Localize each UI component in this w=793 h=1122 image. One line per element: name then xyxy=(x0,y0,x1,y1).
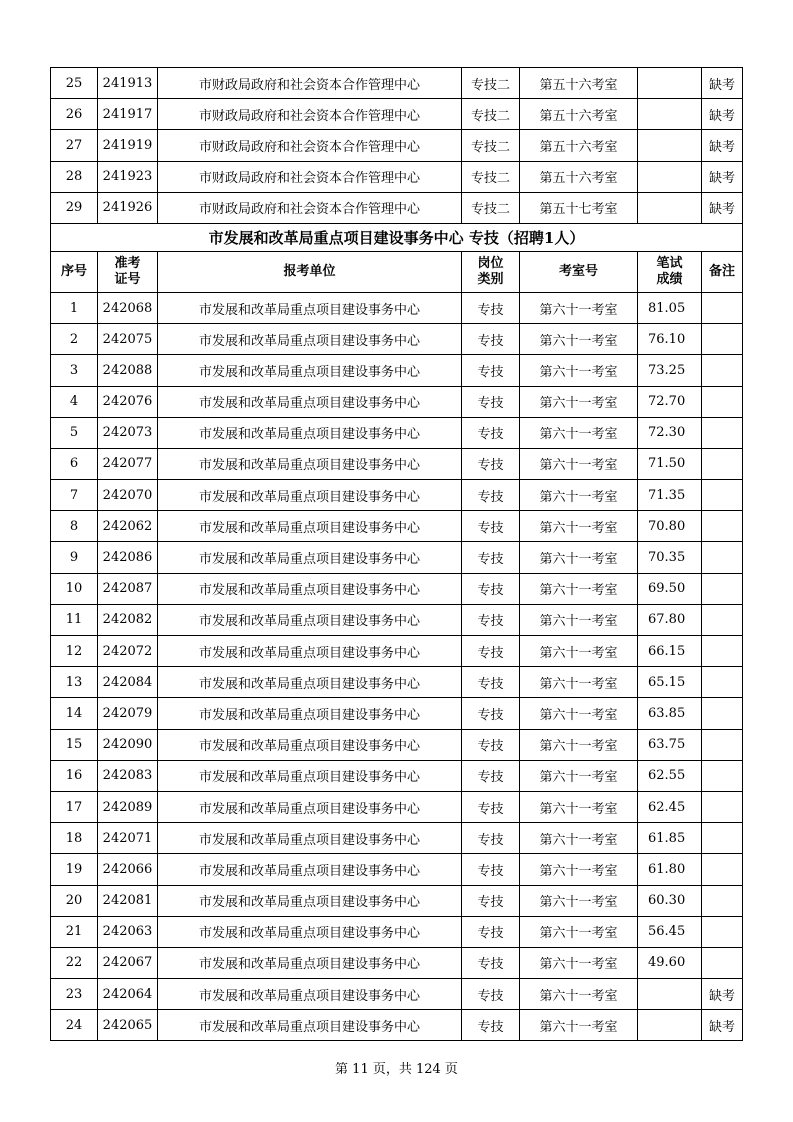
cell-no: 14 xyxy=(51,698,98,729)
cell-room: 第六十一考室 xyxy=(520,292,638,323)
cell-no: 4 xyxy=(51,386,98,417)
cell-no: 6 xyxy=(51,448,98,479)
cell-note xyxy=(702,791,743,822)
cell-no: 12 xyxy=(51,636,98,667)
table-row xyxy=(51,480,743,511)
cell-type: 专技 xyxy=(462,698,520,729)
cell-no: 17 xyxy=(51,791,98,822)
cell-room: 第六十一考室 xyxy=(520,885,638,916)
cell-type: 专技 xyxy=(462,417,520,448)
table-row xyxy=(51,885,743,916)
exam-results-table xyxy=(50,67,743,1041)
col-header-unit: 报考单位 xyxy=(158,251,462,292)
cell-score: 67.80 xyxy=(638,604,702,635)
cell-score: 71.35 xyxy=(638,480,702,511)
cell-unit: 市发展和改革局重点项目建设事务中心 xyxy=(158,292,462,323)
table-row xyxy=(51,760,743,791)
cell-note xyxy=(702,604,743,635)
cell-note xyxy=(702,885,743,916)
cell-id: 241919 xyxy=(98,130,158,161)
cell-note: 缺考 xyxy=(702,979,743,1010)
cell-score xyxy=(638,979,702,1010)
cell-type: 专技 xyxy=(462,636,520,667)
cell-score: 71.50 xyxy=(638,448,702,479)
cell-id: 242087 xyxy=(98,573,158,604)
cell-id: 242067 xyxy=(98,947,158,978)
cell-no: 26 xyxy=(51,99,98,130)
cell-unit: 市发展和改革局重点项目建设事务中心 xyxy=(158,823,462,854)
cell-note xyxy=(702,355,743,386)
section-header xyxy=(51,223,743,292)
cell-note xyxy=(702,729,743,760)
cell-unit: 市发展和改革局重点项目建设事务中心 xyxy=(158,511,462,542)
cell-no: 29 xyxy=(51,192,98,223)
cell-type: 专技 xyxy=(462,1010,520,1041)
table-row xyxy=(51,947,743,978)
cell-room: 第五十六考室 xyxy=(520,161,638,192)
cell-note xyxy=(702,667,743,698)
cell-type: 专技 xyxy=(462,979,520,1010)
cell-id: 242076 xyxy=(98,386,158,417)
cell-no: 1 xyxy=(51,292,98,323)
cell-note xyxy=(702,760,743,791)
cell-no: 9 xyxy=(51,542,98,573)
col-header-score: 笔试 成绩 xyxy=(638,251,702,292)
cell-unit: 市发展和改革局重点项目建设事务中心 xyxy=(158,854,462,885)
cell-type: 专技 xyxy=(462,791,520,822)
table-row xyxy=(51,511,743,542)
cell-id: 242065 xyxy=(98,1010,158,1041)
cell-type: 专技 xyxy=(462,604,520,635)
cell-note xyxy=(702,480,743,511)
cell-type: 专技二 xyxy=(462,68,520,99)
cell-id: 242063 xyxy=(98,916,158,947)
cell-note xyxy=(702,698,743,729)
cell-score xyxy=(638,161,702,192)
cell-note xyxy=(702,324,743,355)
cell-unit: 市发展和改革局重点项目建设事务中心 xyxy=(158,667,462,698)
cell-room: 第六十一考室 xyxy=(520,604,638,635)
table-row xyxy=(51,916,743,947)
table-row xyxy=(51,161,743,192)
cell-type: 专技 xyxy=(462,542,520,573)
cell-unit: 市发展和改革局重点项目建设事务中心 xyxy=(158,760,462,791)
page-footer: 第 11 页，共 124 页 xyxy=(335,1062,458,1077)
table-row xyxy=(51,636,743,667)
cell-type: 专技 xyxy=(462,760,520,791)
cell-unit: 市发展和改革局重点项目建设事务中心 xyxy=(158,386,462,417)
cell-unit: 市发展和改革局重点项目建设事务中心 xyxy=(158,979,462,1010)
cell-id: 242090 xyxy=(98,729,158,760)
cell-type: 专技 xyxy=(462,511,520,542)
cell-unit: 市发展和改革局重点项目建设事务中心 xyxy=(158,1010,462,1041)
cell-note xyxy=(702,573,743,604)
cell-no: 22 xyxy=(51,947,98,978)
cell-no: 3 xyxy=(51,355,98,386)
cell-score: 65.15 xyxy=(638,667,702,698)
cell-room: 第六十一考室 xyxy=(520,511,638,542)
cell-unit: 市发展和改革局重点项目建设事务中心 xyxy=(158,636,462,667)
cell-type: 专技 xyxy=(462,729,520,760)
cell-score: 60.30 xyxy=(638,885,702,916)
cell-note xyxy=(702,542,743,573)
cell-id: 242070 xyxy=(98,480,158,511)
cell-no: 27 xyxy=(51,130,98,161)
table-row xyxy=(51,729,743,760)
cell-no: 24 xyxy=(51,1010,98,1041)
cell-note: 缺考 xyxy=(702,68,743,99)
section-rows xyxy=(51,292,743,1041)
cell-note xyxy=(702,854,743,885)
cell-unit: 市发展和改革局重点项目建设事务中心 xyxy=(158,698,462,729)
cell-score: 61.85 xyxy=(638,823,702,854)
cell-note xyxy=(702,823,743,854)
cell-room: 第六十一考室 xyxy=(520,355,638,386)
table-row xyxy=(51,99,743,130)
table-row xyxy=(51,386,743,417)
cell-note xyxy=(702,947,743,978)
cell-note xyxy=(702,386,743,417)
cell-type: 专技 xyxy=(462,355,520,386)
cell-score: 70.80 xyxy=(638,511,702,542)
cell-id: 242064 xyxy=(98,979,158,1010)
cell-unit: 市发展和改革局重点项目建设事务中心 xyxy=(158,324,462,355)
cell-room: 第五十六考室 xyxy=(520,130,638,161)
cell-type: 专技二 xyxy=(462,192,520,223)
cell-id: 241923 xyxy=(98,161,158,192)
cell-no: 8 xyxy=(51,511,98,542)
cell-room: 第五十七考室 xyxy=(520,192,638,223)
cell-note xyxy=(702,511,743,542)
cell-id: 241917 xyxy=(98,99,158,130)
cell-room: 第六十一考室 xyxy=(520,386,638,417)
cell-type: 专技 xyxy=(462,854,520,885)
table-row xyxy=(51,417,743,448)
cell-room: 第六十一考室 xyxy=(520,417,638,448)
cell-room: 第五十六考室 xyxy=(520,68,638,99)
cell-unit: 市发展和改革局重点项目建设事务中心 xyxy=(158,916,462,947)
cell-room: 第六十一考室 xyxy=(520,916,638,947)
cell-note: 缺考 xyxy=(702,1010,743,1041)
cell-unit: 市发展和改革局重点项目建设事务中心 xyxy=(158,604,462,635)
cell-unit: 市发展和改革局重点项目建设事务中心 xyxy=(158,480,462,511)
cell-no: 11 xyxy=(51,604,98,635)
cell-id: 242066 xyxy=(98,854,158,885)
cell-unit: 市财政局政府和社会资本合作管理中心 xyxy=(158,68,462,99)
section-title: 市发展和改革局重点项目建设事务中心 专技（招聘1人） xyxy=(51,223,743,251)
cell-no: 21 xyxy=(51,916,98,947)
cell-unit: 市发展和改革局重点项目建设事务中心 xyxy=(158,355,462,386)
table-row xyxy=(51,130,743,161)
cell-type: 专技 xyxy=(462,480,520,511)
cell-unit: 市财政局政府和社会资本合作管理中心 xyxy=(158,99,462,130)
table-row xyxy=(51,192,743,223)
cell-type: 专技二 xyxy=(462,130,520,161)
cell-room: 第六十一考室 xyxy=(520,480,638,511)
table-row xyxy=(51,823,743,854)
cell-id: 242082 xyxy=(98,604,158,635)
col-header-id: 准考 证号 xyxy=(98,251,158,292)
cell-no: 28 xyxy=(51,161,98,192)
cell-id: 241926 xyxy=(98,192,158,223)
cell-unit: 市发展和改革局重点项目建设事务中心 xyxy=(158,947,462,978)
table-row xyxy=(51,68,743,99)
cell-note xyxy=(702,417,743,448)
cell-unit: 市财政局政府和社会资本合作管理中心 xyxy=(158,130,462,161)
cell-type: 专技 xyxy=(462,386,520,417)
cell-id: 242071 xyxy=(98,823,158,854)
cell-score: 62.55 xyxy=(638,760,702,791)
cell-score: 72.70 xyxy=(638,386,702,417)
table-row xyxy=(51,324,743,355)
cell-score: 72.30 xyxy=(638,417,702,448)
cell-note xyxy=(702,292,743,323)
cell-score: 76.10 xyxy=(638,324,702,355)
cell-id: 242084 xyxy=(98,667,158,698)
cell-score: 49.60 xyxy=(638,947,702,978)
col-header-no: 序号 xyxy=(51,251,98,292)
cell-type: 专技 xyxy=(462,885,520,916)
cell-score: 69.50 xyxy=(638,573,702,604)
cell-no: 23 xyxy=(51,979,98,1010)
table-row xyxy=(51,698,743,729)
table-row xyxy=(51,1010,743,1041)
cell-unit: 市发展和改革局重点项目建设事务中心 xyxy=(158,791,462,822)
cell-score: 63.85 xyxy=(638,698,702,729)
cell-room: 第六十一考室 xyxy=(520,667,638,698)
cell-type: 专技 xyxy=(462,292,520,323)
cell-note: 缺考 xyxy=(702,161,743,192)
cell-no: 16 xyxy=(51,760,98,791)
cell-room: 第六十一考室 xyxy=(520,1010,638,1041)
cell-no: 25 xyxy=(51,68,98,99)
cell-no: 19 xyxy=(51,854,98,885)
cell-room: 第六十一考室 xyxy=(520,979,638,1010)
cell-score: 63.75 xyxy=(638,729,702,760)
cell-type: 专技 xyxy=(462,667,520,698)
cell-score: 62.45 xyxy=(638,791,702,822)
cell-id: 242088 xyxy=(98,355,158,386)
cell-id: 242083 xyxy=(98,760,158,791)
cell-unit: 市发展和改革局重点项目建设事务中心 xyxy=(158,417,462,448)
cell-no: 2 xyxy=(51,324,98,355)
table-row xyxy=(51,542,743,573)
cell-room: 第六十一考室 xyxy=(520,698,638,729)
cell-room: 第六十一考室 xyxy=(520,760,638,791)
table-row xyxy=(51,791,743,822)
cell-type: 专技 xyxy=(462,324,520,355)
cell-id: 242072 xyxy=(98,636,158,667)
cell-score: 66.15 xyxy=(638,636,702,667)
cell-note: 缺考 xyxy=(702,99,743,130)
cell-id: 242081 xyxy=(98,885,158,916)
cell-score: 81.05 xyxy=(638,292,702,323)
cell-room: 第六十一考室 xyxy=(520,823,638,854)
cell-no: 10 xyxy=(51,573,98,604)
cell-note xyxy=(702,636,743,667)
cell-note: 缺考 xyxy=(702,130,743,161)
cell-type: 专技 xyxy=(462,947,520,978)
cell-unit: 市发展和改革局重点项目建设事务中心 xyxy=(158,448,462,479)
cell-score: 73.25 xyxy=(638,355,702,386)
table-row xyxy=(51,573,743,604)
cell-room: 第六十一考室 xyxy=(520,573,638,604)
cell-no: 15 xyxy=(51,729,98,760)
cell-unit: 市财政局政府和社会资本合作管理中心 xyxy=(158,192,462,223)
table-row xyxy=(51,604,743,635)
cell-unit: 市发展和改革局重点项目建设事务中心 xyxy=(158,729,462,760)
col-header-note: 备注 xyxy=(702,251,743,292)
cell-unit: 市财政局政府和社会资本合作管理中心 xyxy=(158,161,462,192)
col-header-type: 岗位 类别 xyxy=(462,251,520,292)
cell-score: 56.45 xyxy=(638,916,702,947)
cell-score xyxy=(638,130,702,161)
cell-score xyxy=(638,1010,702,1041)
cell-type: 专技 xyxy=(462,823,520,854)
cell-id: 242075 xyxy=(98,324,158,355)
cell-type: 专技 xyxy=(462,573,520,604)
column-header-row xyxy=(51,251,743,292)
cell-room: 第五十六考室 xyxy=(520,99,638,130)
cell-room: 第六十一考室 xyxy=(520,791,638,822)
cell-id: 242089 xyxy=(98,791,158,822)
col-header-room: 考室号 xyxy=(520,251,638,292)
cell-score: 70.35 xyxy=(638,542,702,573)
cell-score: 61.80 xyxy=(638,854,702,885)
cell-score xyxy=(638,192,702,223)
table-row xyxy=(51,448,743,479)
cell-room: 第六十一考室 xyxy=(520,854,638,885)
cell-id: 242077 xyxy=(98,448,158,479)
cell-room: 第六十一考室 xyxy=(520,947,638,978)
table-row xyxy=(51,979,743,1010)
cell-type: 专技二 xyxy=(462,99,520,130)
cell-room: 第六十一考室 xyxy=(520,542,638,573)
table-row xyxy=(51,667,743,698)
cell-no: 18 xyxy=(51,823,98,854)
cell-id: 241913 xyxy=(98,68,158,99)
cell-no: 7 xyxy=(51,480,98,511)
cell-score xyxy=(638,99,702,130)
table-row xyxy=(51,854,743,885)
table-row xyxy=(51,292,743,323)
cell-no: 5 xyxy=(51,417,98,448)
cell-note xyxy=(702,916,743,947)
previous-section-rows xyxy=(51,68,743,224)
cell-unit: 市发展和改革局重点项目建设事务中心 xyxy=(158,573,462,604)
cell-note xyxy=(702,448,743,479)
cell-id: 242086 xyxy=(98,542,158,573)
cell-type: 专技 xyxy=(462,448,520,479)
cell-no: 20 xyxy=(51,885,98,916)
cell-note: 缺考 xyxy=(702,192,743,223)
cell-type: 专技二 xyxy=(462,161,520,192)
cell-id: 242073 xyxy=(98,417,158,448)
cell-id: 242079 xyxy=(98,698,158,729)
cell-room: 第六十一考室 xyxy=(520,729,638,760)
cell-id: 242062 xyxy=(98,511,158,542)
table-row xyxy=(51,355,743,386)
cell-room: 第六十一考室 xyxy=(520,324,638,355)
cell-room: 第六十一考室 xyxy=(520,448,638,479)
cell-unit: 市发展和改革局重点项目建设事务中心 xyxy=(158,542,462,573)
cell-room: 第六十一考室 xyxy=(520,636,638,667)
cell-score xyxy=(638,68,702,99)
cell-no: 13 xyxy=(51,667,98,698)
cell-id: 242068 xyxy=(98,292,158,323)
cell-unit: 市发展和改革局重点项目建设事务中心 xyxy=(158,885,462,916)
cell-type: 专技 xyxy=(462,916,520,947)
